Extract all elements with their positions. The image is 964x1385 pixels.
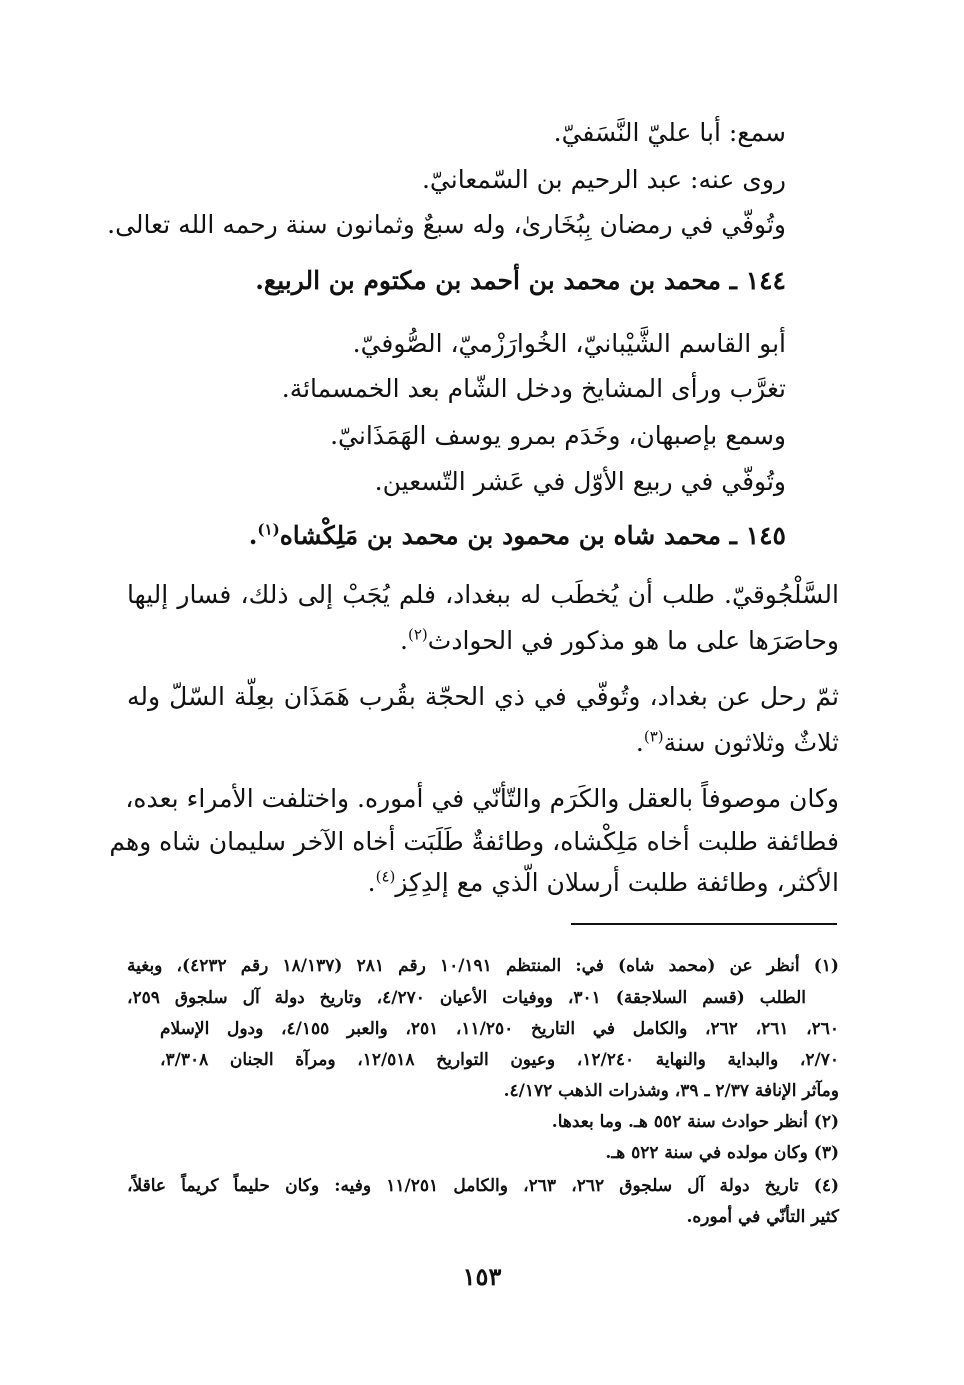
- text-span: روى عنه: عبد الرحيم بن السّمعانيّ.: [421, 165, 786, 194]
- footnote-ref: (٣): [643, 727, 664, 746]
- footnote-1-line-2: [127, 986, 806, 1010]
- text-span: وتُوفّي في ربيع الأوّل في عَشر التّسعين.: [374, 467, 786, 496]
- entry-145-para-2-line-2: [636, 726, 839, 760]
- text-span: أبو القاسم الشَّيْبانيّ، الخُوارَزْميّ، الصُّوفيّ.: [352, 329, 786, 358]
- text-span: الطلب (قسم السلاجقة) ٣٠١، ووفيات الأعيان ٤/٢٧٠، وتاريخ دولة آل سلجوق ٢٥٩،: [127, 988, 806, 1008]
- text-span: ١٤٤ ـ محمد بن محمد بن أحمد بن مكتوم بن الربيع.: [255, 266, 786, 295]
- footnote-2: [552, 1110, 839, 1134]
- entry-143-heard-from: [554, 116, 786, 150]
- footnote-divider: [571, 923, 837, 925]
- entry-145-para-3-line-3: [368, 866, 839, 900]
- text-span: ثمّ رحل عن بغداد، وتُوفّي في ذي الحجّة بقُرب هَمَذَان بعِلّة السّلّ وله: [127, 682, 839, 711]
- text-span: (٢) أنظر حوادث سنة ٥٥٢ هـ. وما بعدها.: [551, 1112, 839, 1132]
- text-span: وكان موصوفاً بالعقل والكَرَم والتّأنّي في أموره. واختلفت الأمراء بعده،: [125, 784, 839, 813]
- entry-144-heading: [255, 264, 786, 298]
- text-span: وحاصَرَها على ما هو مذكور في الحوادث: [427, 626, 839, 655]
- text-span: .: [248, 521, 258, 550]
- entry-145-para-1-line-2: [400, 624, 839, 658]
- text-span: (٤) تاريخ دولة آل سلجوق ٢٦٢، ٢٦٣، والكامل ١١/٢٥١ وفيه: وكان حليماً كريماً عاقلاً،: [127, 1176, 840, 1196]
- text-span: .: [367, 868, 376, 897]
- text-span: ٢٦٠، ٢٦١، ٢٦٢، والكامل في التاريخ ١١/٢٥٠، ٢٥١، والعبر ٤/١٥٥، ودول الإسلام: [160, 1019, 840, 1039]
- text-span: ٢/٧٠، والبداية والنهاية ١٢/٢٤٠، وعيون التواريخ ١٢/٥١٨، ومرآة الجنان ٣/٣٠٨،: [160, 1050, 839, 1070]
- text-span: ثلاثٌ وثلاثون سنة: [663, 728, 839, 757]
- footnote-ref: (١): [257, 520, 280, 539]
- entry-144-line-1: [353, 327, 786, 361]
- text-span: وتُوفّي في رمضان بِبُخَارىٰ، وله سبعٌ وثمانون سنة رحمه الله تعالى.: [107, 210, 786, 239]
- entry-144-line-2: [282, 372, 786, 406]
- text-span: .: [400, 626, 408, 655]
- text-span: .: [635, 728, 644, 757]
- footnote-ref: (٤): [375, 867, 396, 886]
- footnote-4-line-2: [686, 1205, 839, 1229]
- text-span: ١٤٥ ـ محمد شاه بن محمود بن محمد بن مَلِكْشاه: [279, 521, 786, 550]
- entry-145-para-1-line-1: [127, 578, 839, 612]
- text-span: (٣) وكان مولده في سنة ٥٢٢ هـ.: [605, 1143, 839, 1163]
- text-span: فطائفة طلبت أخاه مَلِكْشاه، وطائفةٌ طَلَبَت أخاه الآخر سليمان شاه وهم: [109, 827, 839, 856]
- entry-145-heading: [249, 519, 786, 553]
- text-span: كثير التأنّي في أموره.: [686, 1207, 839, 1227]
- footnote-4-line-1: [127, 1174, 839, 1198]
- entry-144-line-4: [375, 465, 786, 499]
- footnote-1-line-5: [504, 1079, 839, 1103]
- footnote-1-line-3: [160, 1017, 839, 1041]
- footnote-3: [605, 1141, 839, 1165]
- entry-145-para-3-line-1: [127, 782, 839, 816]
- page-number: ١٥٣: [462, 1262, 502, 1291]
- text-span: تغرَّب ورأى المشايخ ودخل الشّام بعد الخمسمائة.: [281, 374, 786, 403]
- text-span: سمع: أبا عليّ النَّسَفيّ.: [553, 118, 786, 147]
- entry-145-para-2-line-1: [127, 680, 839, 714]
- text-span: الأكثر، وطائفة طلبت أرسلان الّذي مع إلدِكِز: [395, 868, 839, 897]
- footnote-ref: (٢): [408, 625, 428, 644]
- entry-143-death: [107, 208, 786, 242]
- text-span: ومآثر الإنافة ٢/٣٧ ـ ٣٩، وشذرات الذهب ٤/١٧٢.: [503, 1081, 839, 1101]
- footnote-1-line-1: [127, 954, 839, 978]
- text-span: وسمع بإصبهان، وخَدَم بمرو يوسف الهَمَذَانيّ.: [330, 421, 786, 450]
- footnote-1-line-4: [160, 1048, 839, 1072]
- text-span: (١) أنظر عن (محمد شاه) في: المنتظم ١٠/١٩١ رقم ٢٨١ (١٨/١٣٧ رقم ٤٢٣٢)، وبغية: [127, 956, 839, 976]
- entry-144-line-3: [330, 419, 786, 453]
- entry-145-para-3-line-2: [109, 825, 839, 859]
- text-span: السَّلْجُوقيّ. طلب أن يُخطَب له ببغداد، فلم يُجَبْ إلى ذلك، فسار إليها: [127, 580, 839, 609]
- entry-143-narrated-by: [422, 163, 786, 197]
